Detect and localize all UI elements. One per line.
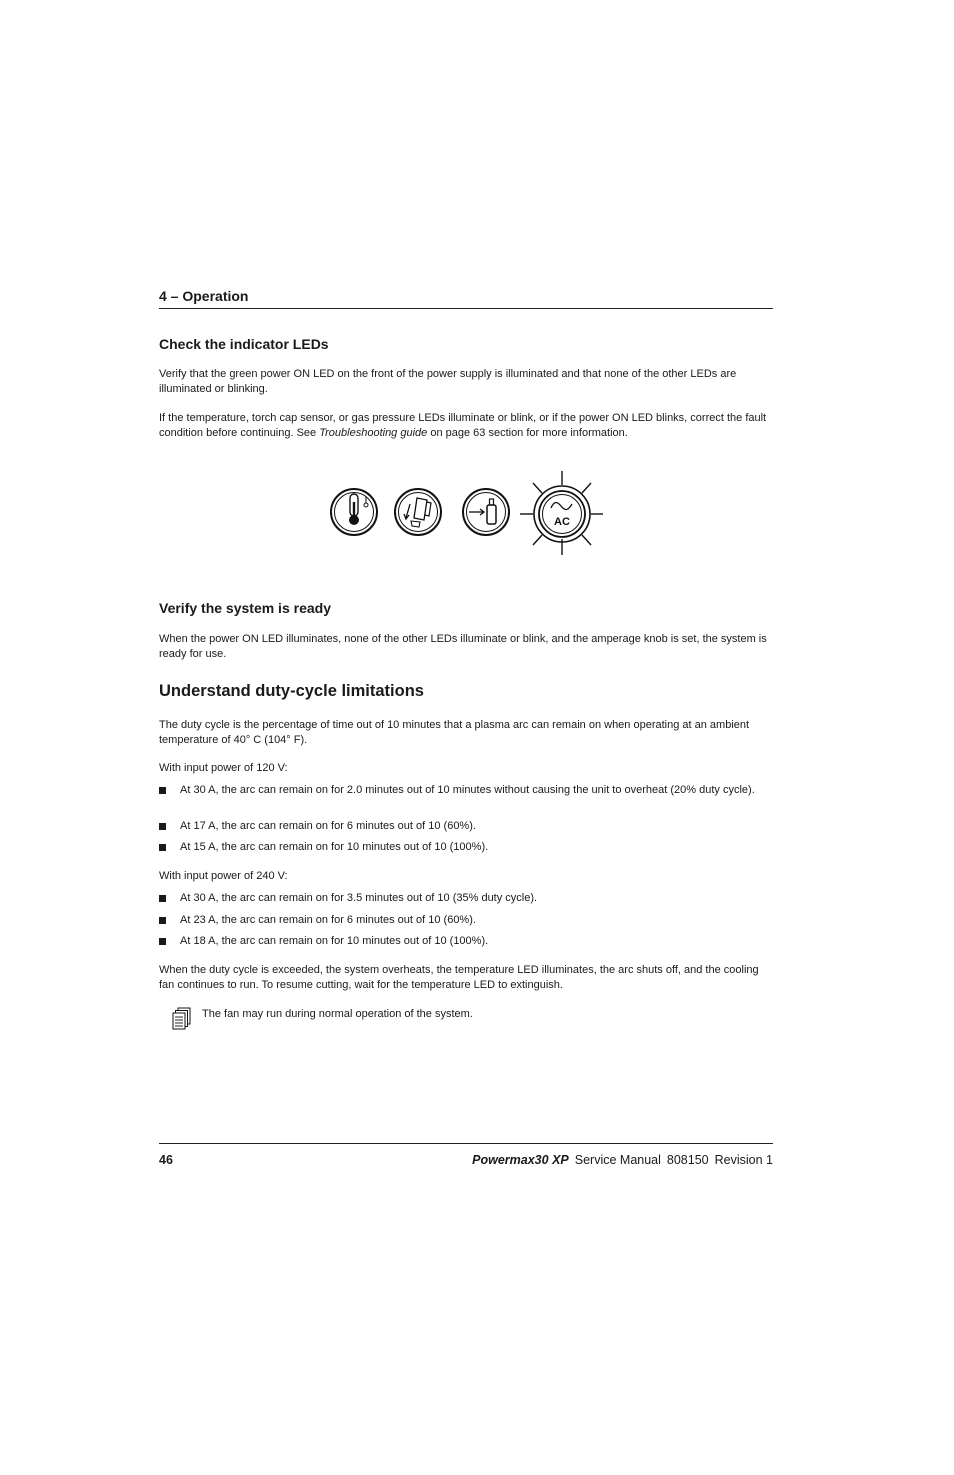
- paragraph-fault-condition: [159, 411, 773, 441]
- heading-duty-cycle: Understand duty-cycle limitations: [159, 682, 424, 700]
- thermometer-icon: [331, 489, 377, 535]
- part-number: 808150: [666, 1153, 709, 1167]
- product-name: Powermax30 XP: [472, 1153, 569, 1167]
- header-rule: [159, 308, 773, 309]
- paragraph-duty-exceeded: When the duty cycle is exceeded, the system overheats, the temperature LED illuminates, the arc shuts off, and the cooling fan continues to run. To resume cutting, wait for the temperature LED to extinguish.: [159, 964, 759, 991]
- fault-text: If the temperature, torch cap sensor, or gas pressure LEDs illuminate or blink, or if the power ON LED blinks, correct the fault condition before continuing. See: [159, 412, 767, 439]
- bullet-marker: [159, 917, 166, 924]
- paragraph-verify-leds: Verify that the green power ON LED on the front of the power supply is illuminated and that none of the other LEDs are illuminated or blinking.: [159, 368, 737, 395]
- heading-verify-ready: Verify the system is ready: [159, 600, 331, 616]
- paragraph-system-ready: When the power ON LED illuminates, none of the other LEDs illuminate or blink, and the amperage knob is set, the system is ready for use.: [159, 633, 767, 660]
- bullet-marker: [159, 938, 166, 945]
- chapter-header: 4 – Operation: [159, 288, 249, 304]
- bullet-marker: [159, 787, 166, 794]
- list-item-text: At 18 A, the arc can remain on for 10 minutes out of 10 (100%).: [180, 935, 489, 947]
- footer-title: [472, 1153, 773, 1167]
- bullet-marker: [159, 895, 166, 902]
- bullet-marker: [159, 844, 166, 851]
- page-number: 46: [159, 1153, 173, 1167]
- list-item-text: At 23 A, the arc can remain on for 6 minutes out of 10 (60%).: [180, 914, 476, 926]
- power-on-ac-icon: [520, 471, 603, 555]
- bullet-marker: [159, 823, 166, 830]
- list-item-text: At 17 A, the arc can remain on for 6 minutes out of 10 (60%).: [180, 820, 476, 832]
- manual-type: Service Manual: [574, 1153, 661, 1167]
- torch-cap-sensor-icon: [395, 489, 441, 535]
- fault-text-end: on page 63 section for more information.: [427, 427, 628, 439]
- list-item-text: At 15 A, the arc can remain on for 10 minutes out of 10 (100%).: [180, 841, 489, 853]
- indicator-led-figure: [325, 467, 605, 559]
- revision: Revision 1: [714, 1153, 773, 1167]
- lead-240v: With input power of 240 V:: [159, 870, 288, 882]
- note-icon: [170, 1007, 192, 1031]
- troubleshooting-guide-link[interactable]: Troubleshooting guide: [319, 427, 428, 439]
- footer-rule: [159, 1143, 773, 1144]
- lead-120v: With input power of 120 V:: [159, 762, 288, 774]
- heading-check-leds: Check the indicator LEDs: [159, 336, 329, 352]
- ac-label: AC: [554, 516, 570, 528]
- list-item-text: At 30 A, the arc can remain on for 3.5 minutes out of 10 (35% duty cycle).: [180, 892, 538, 904]
- note-text: The fan may run during normal operation of the system.: [202, 1008, 473, 1020]
- paragraph-duty-cycle-intro: The duty cycle is the percentage of time out of 10 minutes that a plasma arc can remain on when operating at an ambient temperature of 40° C (104° F).: [159, 719, 750, 746]
- list-item-text: At 30 A, the arc can remain on for 2.0 minutes out of 10 minutes without causing the unit to overheat (20% duty cycle).: [180, 784, 755, 796]
- gas-pressure-icon: [463, 489, 509, 535]
